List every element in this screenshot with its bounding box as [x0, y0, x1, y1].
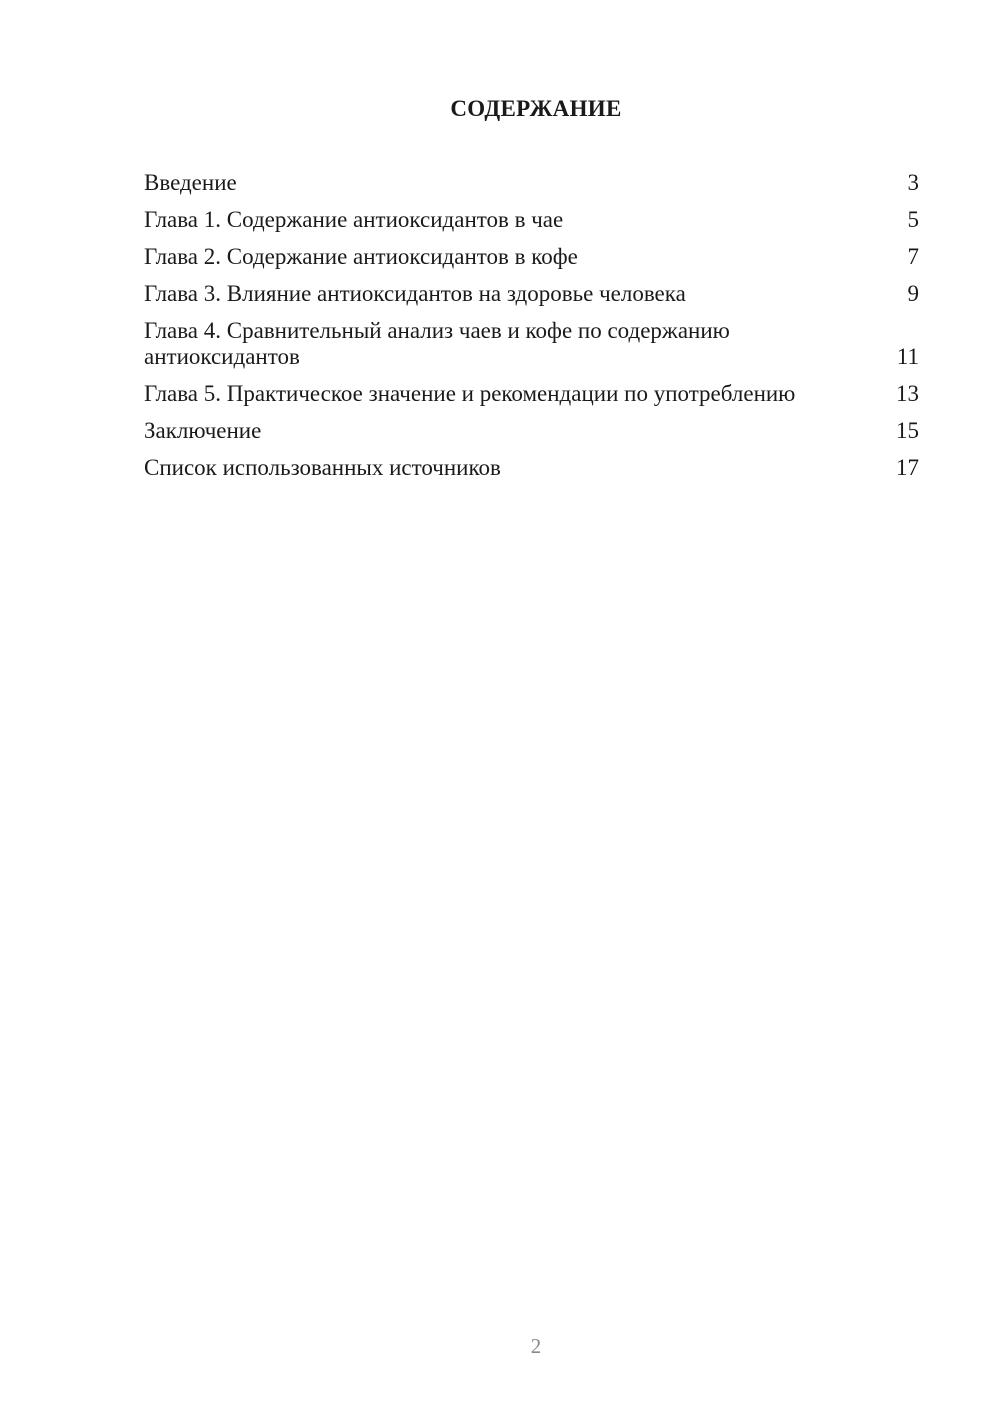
toc-entry-label: Глава 1. Содержание антиоксидантов в чае — [144, 207, 564, 232]
toc-entry-chapter-5 — [144, 381, 919, 407]
toc-entry-page: 7 — [907, 244, 919, 269]
toc-entry-chapter-4 — [144, 318, 919, 370]
page-title: СОДЕРЖАНИЕ — [450, 96, 622, 121]
toc-entry-page: 15 — [896, 418, 919, 443]
toc-entry-label: Глава 3. Влияние антиоксидантов на здоровье человека — [144, 281, 686, 306]
toc-entry-chapter-3 — [144, 281, 919, 307]
toc-entry-references — [144, 455, 919, 481]
page-number: 2 — [530, 1334, 542, 1358]
toc-entry-chapter-2 — [144, 244, 919, 270]
table-of-contents — [144, 170, 919, 492]
toc-entry-label: Глава 5. Практическое значение и рекомендации по употреблению — [144, 381, 796, 406]
toc-entry-page: 17 — [896, 455, 919, 480]
toc-entry-label: Введение — [144, 170, 237, 195]
toc-entry-page: 13 — [896, 381, 919, 406]
toc-entry-label: Заключение — [144, 418, 262, 443]
toc-entry-conclusion — [144, 418, 919, 444]
toc-entry-introduction — [144, 170, 919, 196]
toc-entry-page: 9 — [907, 281, 919, 306]
toc-entry-label: Глава 2. Содержание антиоксидантов в кофе — [144, 244, 578, 269]
toc-entry-page: 3 — [907, 170, 919, 195]
toc-entry-page: 5 — [907, 207, 919, 232]
toc-entry-label: Глава 4. Сравнительный анализ чаев и кофе по содержанию антиоксидантов — [144, 318, 730, 369]
toc-entry-page: 11 — [896, 344, 919, 369]
toc-entry-chapter-1 — [144, 207, 919, 233]
toc-entry-label: Список использованных источников — [144, 455, 501, 480]
